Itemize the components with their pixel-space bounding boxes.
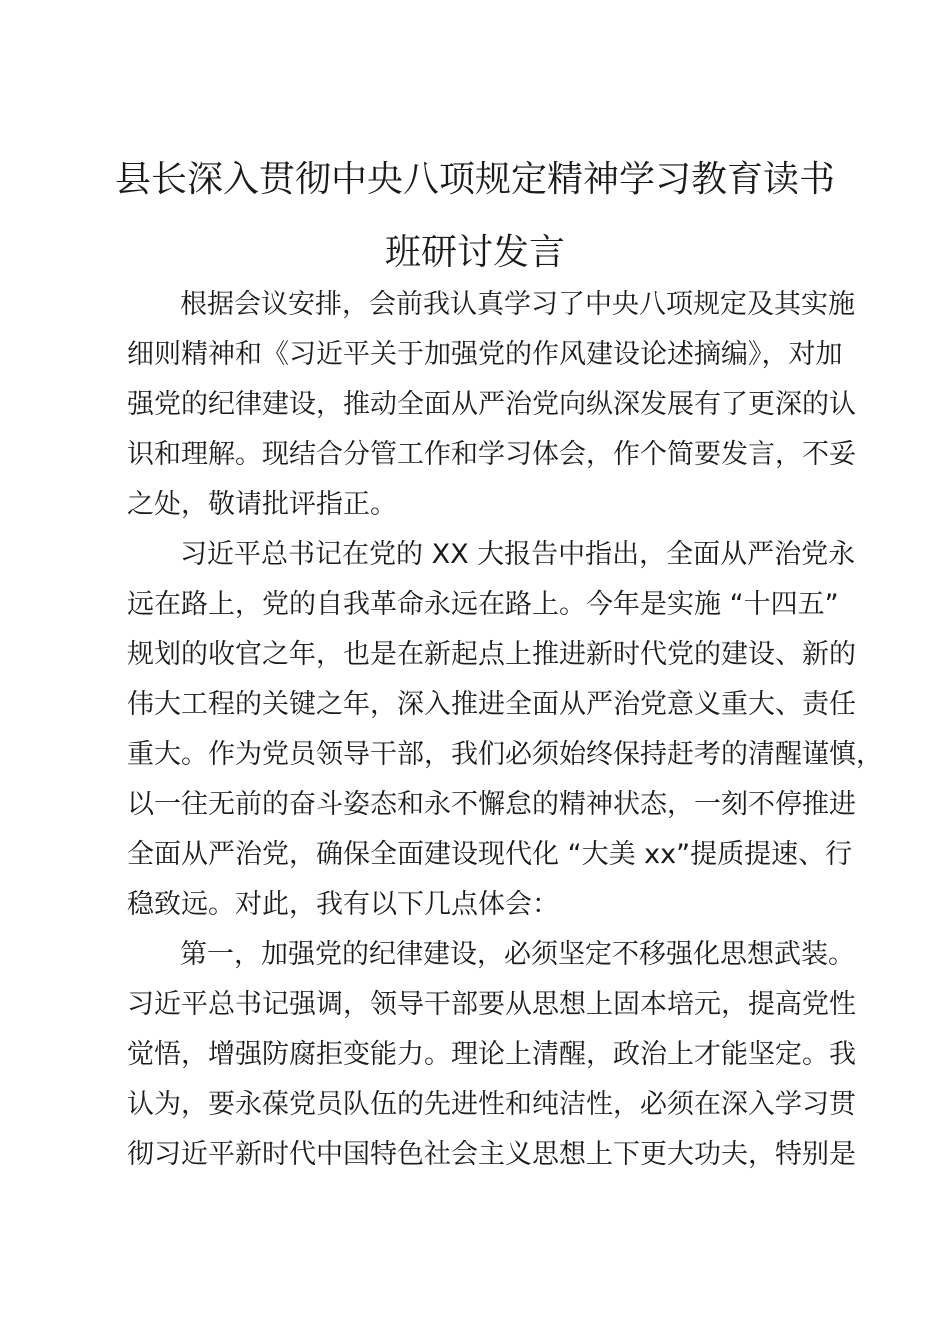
paragraph-2-line-5: 重大。作为党员领导干部，我们必须始终保持赶考的清醒谨慎， bbox=[127, 739, 883, 770]
paragraph-2-line-8: 稳致远。对此，我有以下几点体会： bbox=[127, 889, 559, 920]
paragraph-2-line-3: 规划的收官之年，也是在新起点上推进新时代党的建设、新的 bbox=[127, 639, 856, 670]
paragraph-2-line-6: 以一往无前的奋斗姿态和永不懈怠的精神状态，一刻不停推进 bbox=[127, 789, 856, 820]
document-title-line-1: 县长深入贯彻中央八项规定精神学习教育读书 bbox=[114, 159, 835, 200]
document-title-line-2: 班研讨发言 bbox=[384, 232, 565, 273]
paragraph-3-line-4: 认为，要永葆党员队伍的先进性和纯洁性，必须在深入学习贯 bbox=[127, 1089, 856, 1120]
paragraph-1-line-3: 强党的纪律建设，推动全面从严治党向纵深发展有了更深的认 bbox=[127, 389, 856, 420]
paragraph-3-line-2: 习近平总书记强调，领导干部要从思想上固本培元，提高党性 bbox=[127, 989, 856, 1020]
paragraph-1-line-4: 识和理解。现结合分管工作和学习体会，作个简要发言，不妥 bbox=[127, 439, 856, 470]
paragraph-2-line-4: 伟大工程的关键之年，深入推进全面从严治党意义重大、责任 bbox=[127, 689, 856, 720]
paragraph-2-line-1: 习近平总书记在党的 XX 大报告中指出，全面从严治党永 bbox=[180, 539, 856, 570]
paragraph-3-line-1: 第一，加强党的纪律建设，必须坚定不移强化思想武装。 bbox=[180, 939, 855, 970]
paragraph-1-line-2: 细则精神和《习近平关于加强党的作风建设论述摘编》，对加 bbox=[127, 339, 843, 370]
paragraph-2-line-2: 远在路上，党的自我革命永远在路上。今年是实施 “十四五” bbox=[127, 589, 839, 620]
paragraph-3-line-5: 彻习近平新时代中国特色社会主义思想上下更大功夫，特别是 bbox=[127, 1139, 856, 1170]
paragraph-3-line-3: 觉悟，增强防腐拒变能力。理论上清醒，政治上才能坚定。我 bbox=[127, 1039, 856, 1070]
paragraph-2-line-7: 全面从严治党，确保全面建设现代化 “大美 xx”提质提速、行 bbox=[127, 839, 853, 870]
paragraph-1-line-5: 之处，敬请批评指正。 bbox=[127, 489, 397, 520]
paragraph-1-line-1: 根据会议安排，会前我认真学习了中央八项规定及其实施 bbox=[180, 289, 855, 320]
